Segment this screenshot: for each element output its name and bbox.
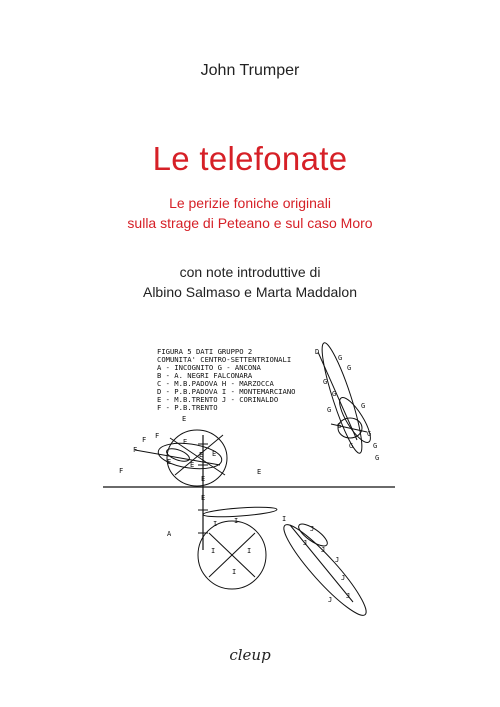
data-point-label: I: [234, 517, 239, 525]
figure-header-line: COMUNITA' CENTRO-SETTENTRIONALI: [157, 355, 292, 364]
data-point-label: I: [247, 547, 252, 555]
data-point-label: G: [373, 442, 378, 450]
data-point-label: G: [327, 406, 332, 414]
book-title: Le telefonate: [152, 140, 348, 177]
data-point-label: G: [349, 442, 354, 450]
data-point-label: E: [199, 451, 204, 459]
data-point-label: F: [119, 467, 124, 475]
data-point-label: G: [347, 364, 352, 372]
data-point-label: J: [328, 596, 333, 604]
data-point-label: I: [211, 547, 216, 555]
publisher-logo: cleup: [229, 646, 271, 664]
data-point-label: G: [332, 390, 337, 398]
data-point-label: J: [303, 539, 308, 547]
data-point-label: E: [182, 415, 187, 423]
data-point-label: A: [167, 530, 172, 538]
data-point-label: E: [201, 494, 206, 502]
data-point-label: F: [155, 432, 160, 440]
figure-header-line: E - M.B.TRENTO J - CORINALDO: [157, 395, 279, 404]
data-point-label: E: [167, 458, 172, 466]
data-point-label: I: [282, 515, 287, 523]
figure-header-line: B - A. NEGRI FALCONARA: [157, 371, 253, 380]
data-point-label: G: [361, 402, 366, 410]
data-point-label: G: [337, 422, 342, 430]
figure-header-line: D - P.B.PADOVA I - MONTEMARCIANO: [157, 387, 296, 396]
subtitle-line-2: sulla strage di Peteano e sul caso Moro: [127, 215, 373, 231]
data-point-label: E: [257, 468, 262, 476]
data-point-label: G: [338, 354, 343, 362]
subtitle-line-1: Le perizie foniche originali: [169, 195, 331, 211]
right-ellipse-cluster: [316, 340, 376, 456]
book-subtitle: [0, 193, 500, 233]
data-point-label: E: [190, 461, 195, 469]
data-point-label: J: [341, 574, 346, 582]
notes-line-2: Albino Salmaso e Marta Maddalon: [142, 284, 357, 300]
data-point-label: J: [321, 546, 326, 554]
data-point-label: G: [323, 378, 328, 386]
bottom-ellipse-cluster: [198, 505, 374, 622]
notes-line-1: con note introduttive di: [179, 264, 321, 280]
data-point-label: I: [213, 520, 218, 528]
data-point-label: I: [232, 568, 237, 576]
data-point-label: D: [315, 348, 320, 356]
data-point-label: F: [142, 436, 147, 444]
data-point-label: E: [201, 475, 206, 483]
formant-ellipse-figure: [95, 340, 405, 630]
introduction-credits: [0, 262, 500, 302]
figure-header-line: FIGURA 5 DATI GRUPPO 2: [157, 347, 253, 356]
data-point-label: J: [346, 592, 351, 600]
figure-header-line: A - INCOGNITO G - ANCONA: [157, 363, 261, 372]
data-point-label: F: [133, 446, 138, 454]
data-point-label: G: [367, 430, 372, 438]
data-point-label: J: [335, 556, 340, 564]
data-point-label: E: [212, 450, 217, 458]
figure-header-line: C - M.B.PADOVA H - MARZOCCA: [157, 379, 274, 388]
left-ellipse-cluster: [135, 430, 227, 486]
figure-header-line: F - P.B.TRENTO: [157, 403, 218, 412]
author-name: John Trumper: [200, 62, 300, 79]
data-point-label: E: [183, 438, 188, 446]
data-point-label: G: [375, 454, 380, 462]
data-point-label: J: [310, 525, 315, 533]
